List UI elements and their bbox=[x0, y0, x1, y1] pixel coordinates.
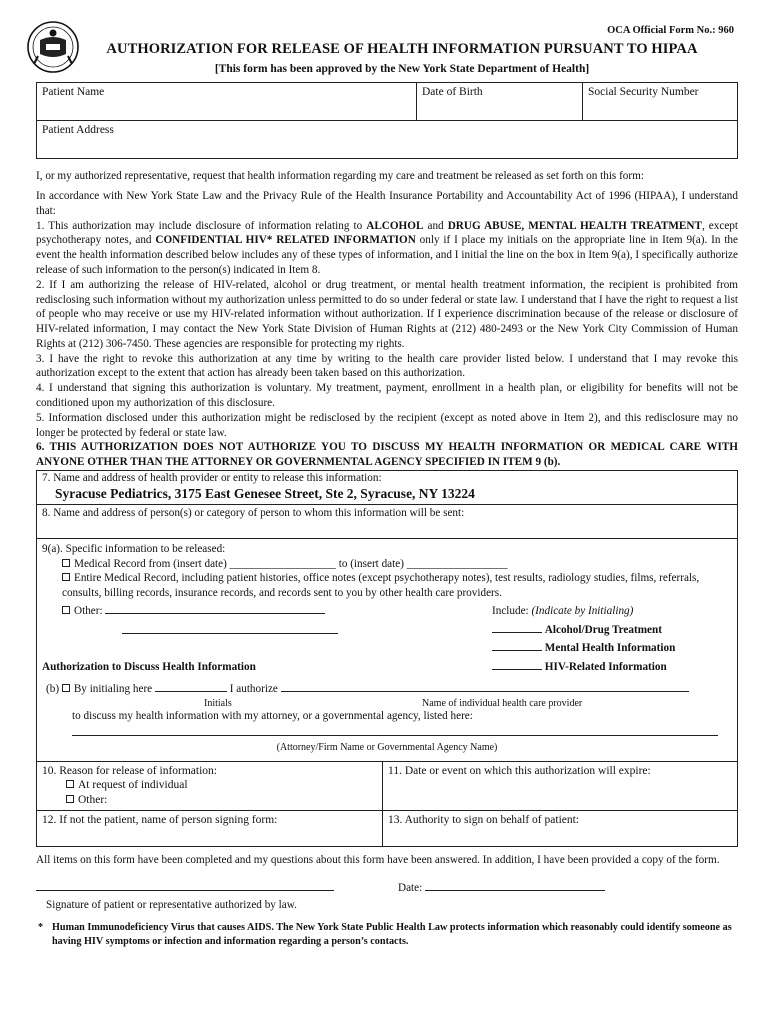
patient-address-label: Patient Address bbox=[42, 124, 114, 137]
item-8-label: 8. Name and address of person(s) or category of person to whom this information will be sent: bbox=[42, 506, 465, 519]
signature-row bbox=[36, 881, 738, 921]
hiv-initial-line[interactable] bbox=[492, 660, 542, 670]
signature-caption: Signature of patient or representative authorized by law. bbox=[46, 899, 297, 912]
date-label: Date: bbox=[398, 882, 423, 895]
initials-line[interactable] bbox=[155, 682, 227, 692]
item-4: 4. I understand that signing this authorization is voluntary. My treatment, payment, enrollment in a health plan, or eligibility for benefits will not be conditioned upon my authorization of this disclosure. bbox=[36, 382, 738, 410]
include-hint: (Indicate by Initialing) bbox=[531, 605, 634, 618]
alcohol-initial-line[interactable] bbox=[492, 623, 542, 633]
item-1-alcohol: ALCOHOL bbox=[366, 219, 424, 232]
reason-other-text: Other: bbox=[78, 793, 108, 806]
item-9-box bbox=[36, 538, 738, 761]
medical-record-text: Medical Record from (insert date) ___________________ to (insert date) __________________ bbox=[74, 557, 508, 570]
include-text: Include: bbox=[492, 605, 532, 618]
entire-record-option[interactable] bbox=[42, 571, 732, 601]
item-1-hiv: CONFIDENTIAL HIV* RELATED INFORMATION bbox=[155, 234, 416, 247]
closing-statement: All items on this form have been completed and my questions about this form have been answered. In addition, I have been provided a copy of the form. bbox=[36, 853, 720, 866]
ssn-field[interactable] bbox=[583, 83, 738, 121]
mental-initial-row[interactable] bbox=[492, 641, 675, 656]
item-1-except: , except psychotherapy notes, and bbox=[36, 219, 738, 247]
item-6: 6. THIS AUTHORIZATION DOES NOT AUTHORIZE YOU TO DISCUSS MY HEALTH INFORMATION OR MEDICAL CARE WITH ANYONE OTHER THAN THE ATTORNEY OR GOVERNMENTAL AGENCY SPECIFIED IN ITEM 9 (b). bbox=[36, 441, 738, 469]
other-option[interactable] bbox=[62, 604, 325, 619]
item-9b-checkbox[interactable] bbox=[62, 684, 70, 692]
discuss-text: to discuss my health information with my attorney, or a governmental agency, listed here: bbox=[72, 709, 473, 722]
accordance-statement: In accordance with New York State Law and the Privacy Rule of the Health Insurance Portability and Accountability Act of 1996 (HIPAA), I understand that: bbox=[36, 190, 738, 217]
other-line-1[interactable] bbox=[105, 604, 325, 614]
item-1 bbox=[36, 219, 738, 278]
agency-caption: (Attorney/Firm Name or Governmental Agency Name) bbox=[276, 742, 498, 754]
footnote bbox=[36, 921, 738, 948]
item-1-drug-mental: DRUG ABUSE, MENTAL HEALTH TREATMENT bbox=[447, 219, 702, 232]
item-8-box[interactable] bbox=[36, 504, 738, 538]
item-1-text: 1. This authorization may include disclosure of information relating to bbox=[36, 219, 367, 232]
item-7-provider: Syracuse Pediatrics, 3175 East Genesee Street, Ste 2, Syracuse, NY 13224 bbox=[55, 485, 475, 501]
hiv-label: HIV-Related Information bbox=[544, 661, 667, 674]
other-label: Other: bbox=[74, 605, 103, 618]
item-11-cell[interactable] bbox=[383, 761, 738, 810]
ssn-label: Social Security Number bbox=[588, 86, 699, 99]
item-9b-row[interactable] bbox=[42, 682, 732, 697]
agency-line[interactable] bbox=[72, 726, 718, 736]
initials-caption: Initials bbox=[204, 697, 232, 709]
other-line-2[interactable] bbox=[122, 624, 338, 634]
form-subtitle: [This form has been approved by the New York State Department of Health] bbox=[214, 63, 590, 76]
patient-address-field[interactable] bbox=[37, 121, 738, 159]
new-york-state-seal bbox=[26, 20, 80, 74]
item-3: 3. I have the right to revoke this authorization at any time by writing to the health care provider listed below. I understand that I may revoke this authorization except to the extent that action has already been taken based on this authorization. bbox=[36, 352, 738, 380]
form-title: AUTHORIZATION FOR RELEASE OF HEALTH INFORMATION PURSUANT TO HIPAA bbox=[106, 41, 698, 57]
footnote-text: Human Immunodeficiency Virus that causes AIDS. The New York State Public Health Law protects information which reasonably could identify someone as having HIV symptoms or infection and information regarding a person’s contacts. bbox=[52, 922, 732, 947]
item-9b-prefix: (b) bbox=[46, 683, 60, 696]
patient-name-field[interactable] bbox=[37, 83, 417, 121]
items-10-13-table bbox=[36, 761, 738, 847]
item-13-cell[interactable] bbox=[383, 810, 738, 846]
reason-other-option[interactable] bbox=[42, 793, 377, 808]
entire-record-checkbox[interactable] bbox=[62, 573, 70, 581]
captions-row bbox=[42, 697, 732, 709]
item-13-label: 13. Authority to sign on behalf of patient: bbox=[388, 813, 580, 826]
item-10-label: 10. Reason for release of information: bbox=[42, 764, 217, 777]
item-12-cell[interactable] bbox=[37, 810, 383, 846]
item-7-box[interactable] bbox=[36, 470, 738, 504]
at-request-option[interactable] bbox=[42, 778, 377, 793]
provider-caption: Name of individual health care provider bbox=[422, 697, 583, 709]
reason-other-checkbox[interactable] bbox=[66, 795, 74, 803]
date-line[interactable] bbox=[425, 881, 605, 891]
item-11-label: 11. Date or event on which this authorization will expire: bbox=[388, 764, 651, 777]
request-statement: I, or my authorized representative, request that health information regarding my care and treatment be released as set forth on this form: bbox=[36, 170, 644, 183]
include-label bbox=[492, 604, 633, 619]
medical-record-option[interactable] bbox=[42, 557, 732, 572]
mental-label: Mental Health Information bbox=[544, 642, 676, 655]
signature-line[interactable] bbox=[36, 881, 334, 891]
hiv-initial-row[interactable] bbox=[492, 660, 667, 675]
date-field[interactable] bbox=[398, 881, 605, 896]
form-number: OCA Official Form No.: 960 bbox=[607, 25, 734, 36]
entire-record-text: Entire Medical Record, including patient histories, office notes (except psychotherapy notes), test results, radiology studies, films, referrals, consults, billing records, insurance records, and records sent to you by other health care providers. bbox=[62, 572, 700, 600]
authorize-text: I authorize bbox=[229, 683, 278, 696]
item-5: 5. Information disclosed under this authorization might be redisclosed by the recipient (except as noted above in Item 2), and this redisclosure may no longer be protected by federal or state law. bbox=[36, 411, 738, 439]
discuss-row bbox=[42, 660, 732, 678]
alcohol-initial-row[interactable] bbox=[492, 623, 662, 638]
other-checkbox[interactable] bbox=[62, 606, 70, 614]
date-of-birth-field[interactable] bbox=[417, 83, 583, 121]
date-of-birth-label: Date of Birth bbox=[422, 86, 483, 99]
item-12-label: 12. If not the patient, name of person signing form: bbox=[42, 813, 278, 826]
medical-record-checkbox[interactable] bbox=[62, 559, 70, 567]
alcohol-label: Alcohol/Drug Treatment bbox=[544, 624, 662, 637]
authorization-form bbox=[36, 20, 738, 948]
item-1-and: and bbox=[423, 219, 448, 232]
item-9a-label: 9(a). Specific information to be released: bbox=[42, 542, 226, 555]
patient-info-table bbox=[36, 82, 738, 159]
item-1-rest: only if I place my initials on the appropriate line in Item 9(a). In the event the health information described below includes any of these types of information, and I initial the line on the box in Item 9(a), I specifically authorize release of such information to the person(s) indicated in Item 8. bbox=[36, 234, 738, 276]
patient-name-label: Patient Name bbox=[42, 86, 105, 99]
item-2: 2. If I am authorizing the release of HIV-related, alcohol or drug treatment, or mental health treatment information, the recipient is prohibited from redisclosing such information without my authorization unless permitted to do so under federal or state law. I understand that I have the right to request a list of people who may receive or use my HIV-related information without authorization. If I experience discrimination because of the release or disclosure of HIV-related information, I may contact the New York State Division of Human Rights at (212) 480-2493 or the New York City Commission of Human Rights at (212) 306-7450. These agencies are responsible for protecting my rights. bbox=[36, 278, 738, 350]
other-include-row bbox=[42, 604, 732, 660]
at-request-checkbox[interactable] bbox=[66, 780, 74, 788]
at-request-text: At request of individual bbox=[78, 779, 188, 792]
item-10-cell bbox=[37, 761, 383, 810]
item-7-label: 7. Name and address of health provider or entity to release this information: bbox=[42, 471, 382, 484]
mental-initial-line[interactable] bbox=[492, 641, 542, 651]
provider-line[interactable] bbox=[281, 682, 689, 692]
item-9b-text: By initialing here bbox=[73, 683, 153, 696]
discuss-heading: Authorization to Discuss Health Information bbox=[42, 661, 256, 674]
footnote-star: * bbox=[38, 922, 44, 934]
